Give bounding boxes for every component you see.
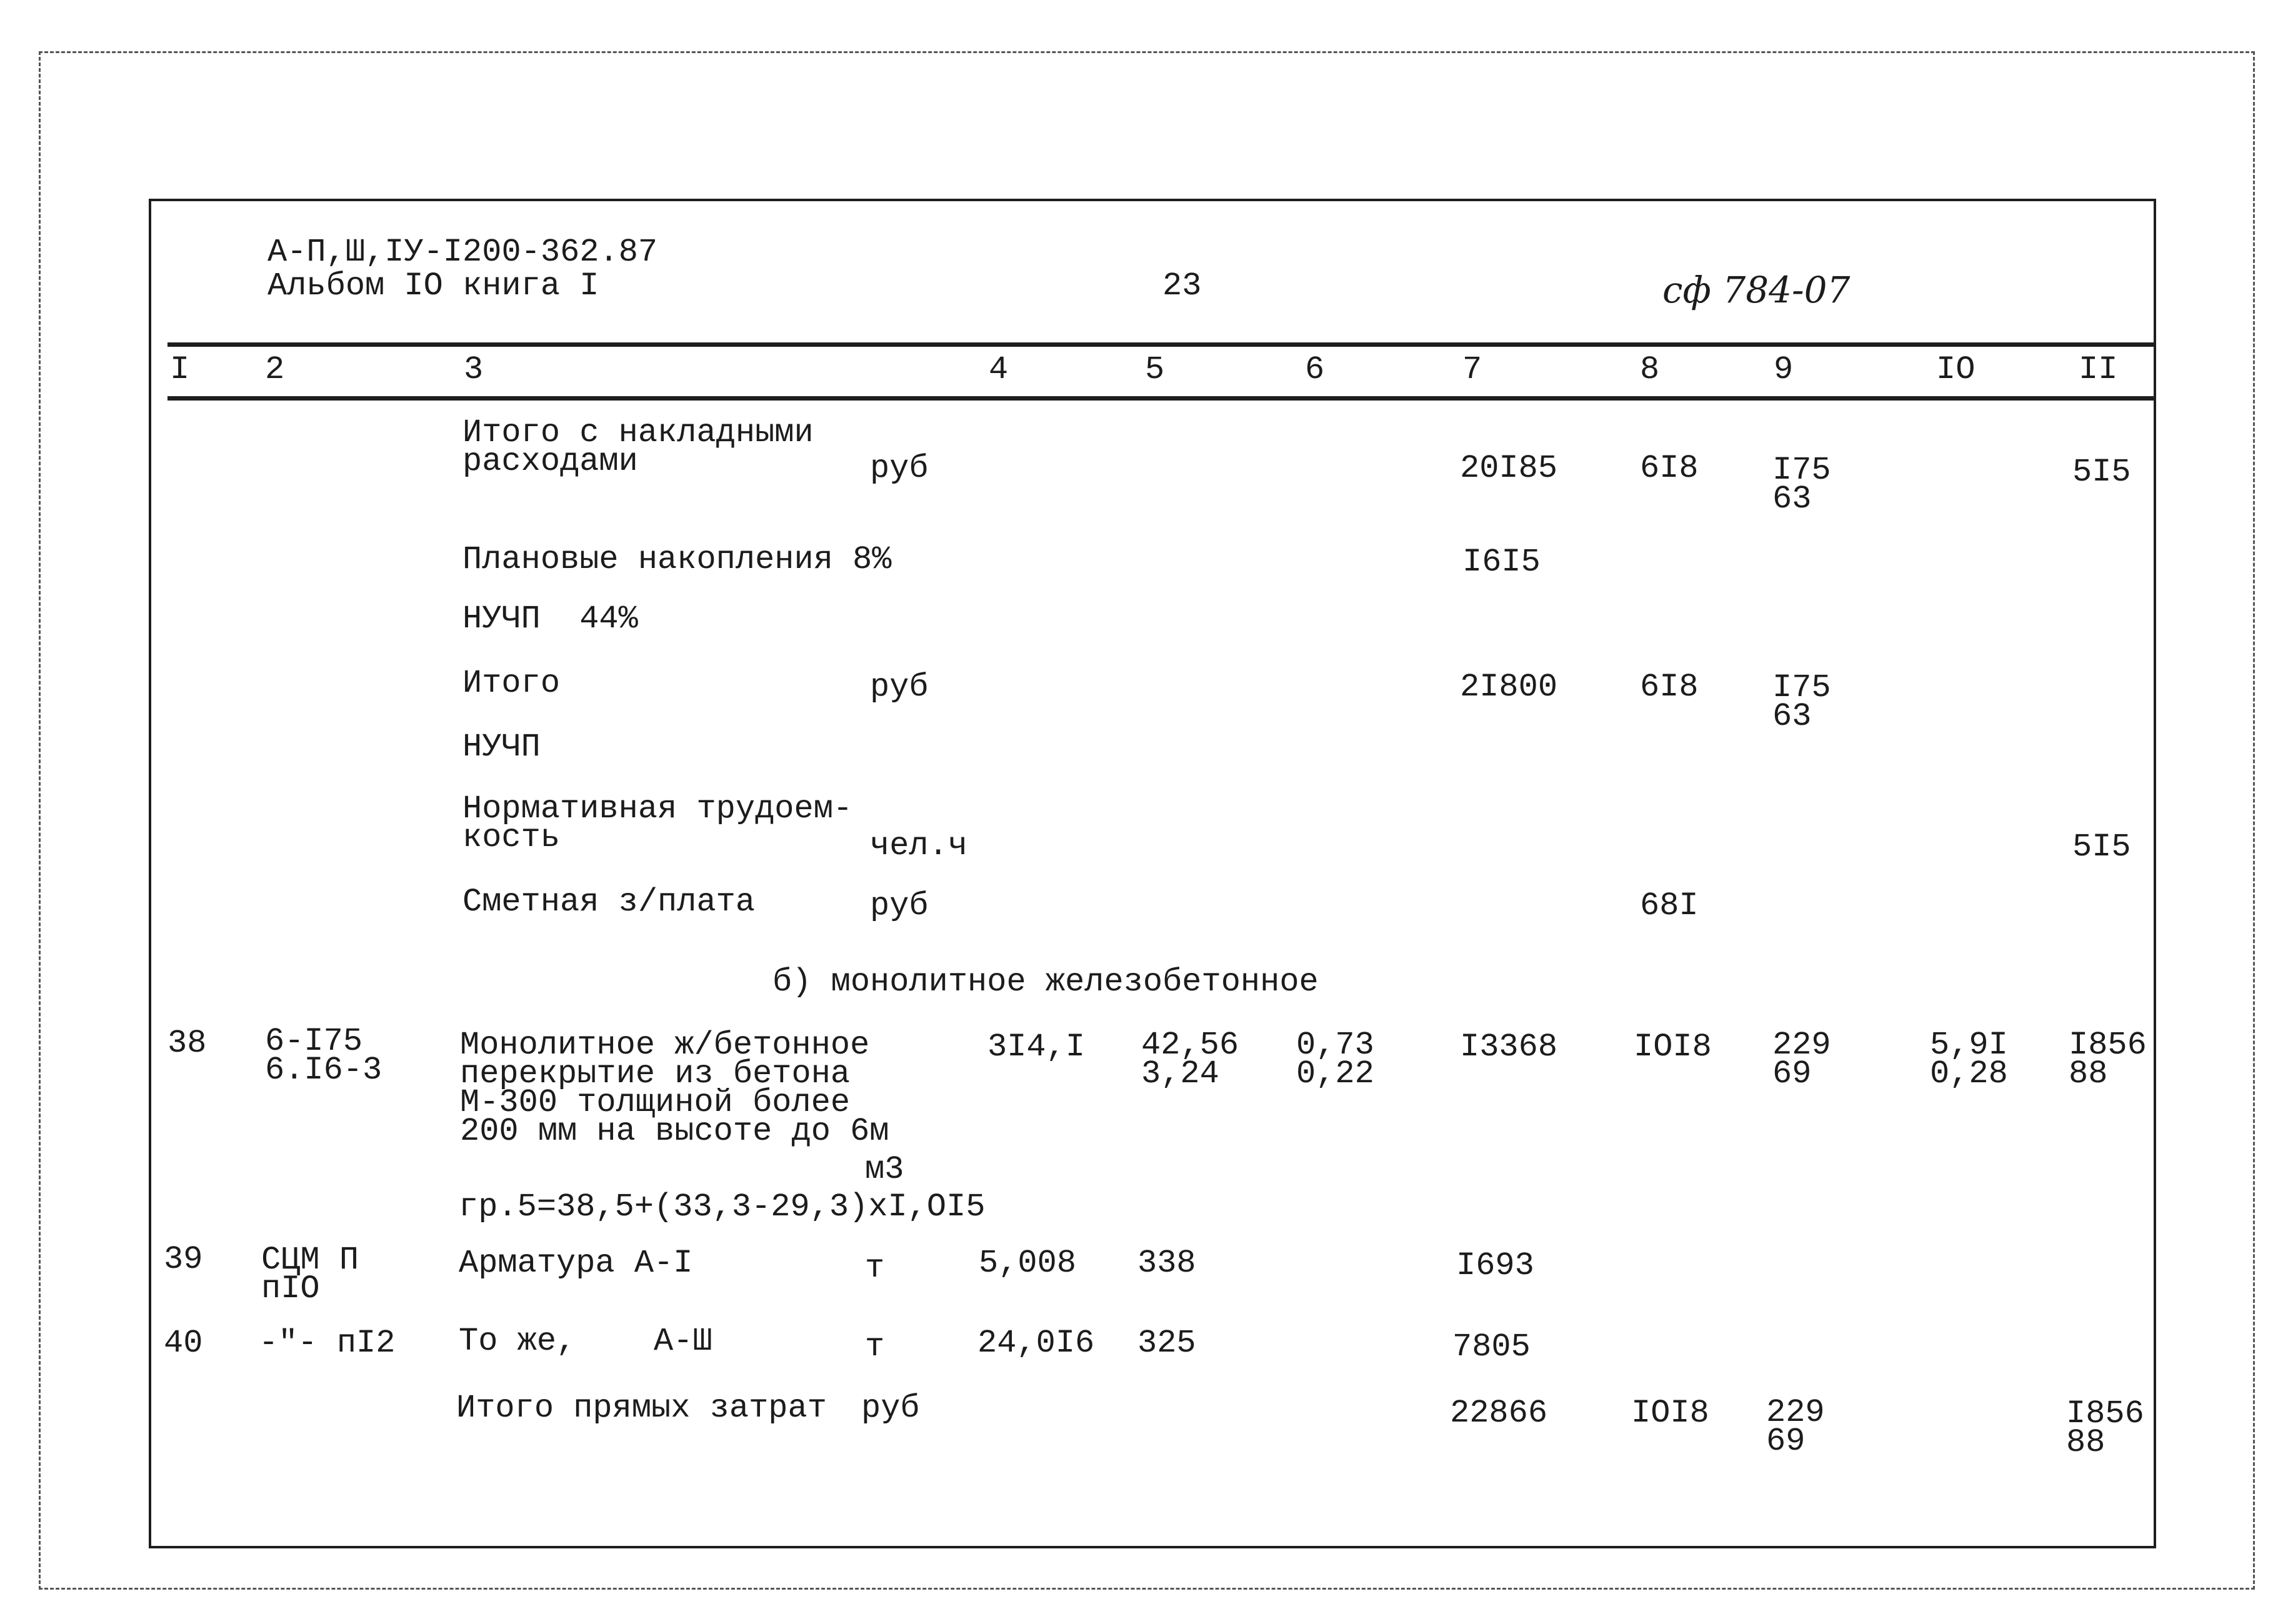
row-40-code: -"- пI2 — [259, 1325, 396, 1362]
column-header-9: 9 — [1774, 351, 1794, 388]
column-header-4: 4 — [989, 351, 1009, 388]
row-39-col5: 338 — [1137, 1245, 1196, 1282]
row-40-name: То же, А-Ш — [459, 1323, 712, 1360]
row-38-code: 6-I75 6.I6-3 — [265, 1023, 382, 1088]
row-planned-savings-name: Плановые накопления 8% — [462, 541, 892, 578]
row-direct-costs-col7: 22866 — [1450, 1395, 1548, 1432]
row-direct-costs-col9: 229 69 — [1766, 1394, 1825, 1460]
row-total-name: Итого — [462, 665, 561, 702]
page-number: 23 — [1162, 267, 1202, 304]
row-38-col11: I856 88 — [2069, 1027, 2147, 1092]
row-38-col8: IOI8 — [1634, 1029, 1712, 1065]
row-total-col9: I75 63 — [1772, 669, 1831, 735]
row-nuchp-percent: НУЧП 44% — [462, 600, 638, 637]
row-direct-costs-name: Итого прямых затрат — [456, 1390, 827, 1427]
header-rule-bottom — [167, 396, 2156, 401]
row-estimated-wages-col8: 68I — [1640, 887, 1699, 924]
row-40-col7: 7805 — [1452, 1328, 1531, 1365]
row-overhead-col11: 5I5 — [2072, 454, 2131, 491]
row-estimated-wages-unit: руб — [870, 887, 929, 924]
column-header-5: 5 — [1145, 351, 1165, 388]
row-38-col10: 5,9I 0,28 — [1930, 1027, 2008, 1092]
album-line: Альбом IO книга I — [267, 267, 599, 304]
column-header-1: I — [170, 351, 190, 388]
row-overhead-unit: руб — [870, 450, 929, 487]
column-header-11: II — [2079, 351, 2118, 388]
row-direct-costs-col11: I856 88 — [2066, 1395, 2144, 1461]
column-header-2: 2 — [265, 351, 285, 388]
row-planned-savings-col7: I6I5 — [1462, 544, 1541, 580]
row-overhead-col9: I75 63 — [1772, 452, 1831, 517]
row-40-col4: 24,0I6 — [977, 1325, 1095, 1362]
row-38-col6: 0,73 0,22 — [1296, 1027, 1374, 1092]
section-title: б) монолитное железобетонное — [772, 964, 1319, 1000]
column-header-7: 7 — [1462, 351, 1482, 388]
header-rule-top — [167, 342, 2156, 347]
row-labor-intensity-col11: 5I5 — [2072, 829, 2131, 865]
row-nuchp: НУЧП — [462, 729, 541, 765]
row-39-col4: 5,008 — [979, 1245, 1077, 1282]
row-40-number: 40 — [164, 1325, 203, 1362]
handwritten-reference: сф 784-07 — [1662, 269, 1851, 311]
row-39-code: СЦМ П пIO — [261, 1242, 359, 1307]
row-direct-costs-col8: IOI8 — [1631, 1395, 1709, 1432]
row-39-number: 39 — [164, 1241, 203, 1278]
row-40-unit: т — [865, 1328, 885, 1365]
row-labor-intensity-name: Нормативная трудоем- кость — [462, 790, 853, 856]
row-overhead-col8: 6I8 — [1640, 450, 1699, 487]
document-code: А-П,Ш,IУ-I200-362.87 — [267, 234, 658, 271]
row-38-formula: гр.5=38,5+(33,3-29,3)хI,OI5 — [459, 1188, 986, 1225]
row-overhead-name: Итого с накладными расходами — [462, 414, 814, 480]
column-header-6: 6 — [1305, 351, 1325, 388]
row-39-unit: т — [865, 1250, 885, 1287]
row-total-col8: 6I8 — [1640, 669, 1699, 705]
row-38-unit: м3 — [865, 1151, 904, 1188]
row-estimated-wages-name: Сметная з/плата — [462, 884, 756, 920]
column-header-10: IO — [1936, 351, 1976, 388]
column-header-8: 8 — [1640, 351, 1660, 388]
row-38-col5: 42,56 3,24 — [1141, 1027, 1239, 1092]
row-38-col7: I3368 — [1460, 1029, 1558, 1065]
row-overhead-col7: 20I85 — [1460, 450, 1558, 487]
row-total-unit: руб — [870, 669, 929, 705]
row-38-col4: 3I4,I — [987, 1029, 1086, 1065]
row-39-col7: I693 — [1456, 1247, 1534, 1284]
row-38-col9: 229 69 — [1772, 1027, 1831, 1092]
row-39-name: Арматура А-I — [459, 1245, 693, 1282]
row-40-col5: 325 — [1137, 1325, 1196, 1362]
row-38-name: Монолитное ж/бетонное перекрытие из бетона М-300 толщиной более 200 мм на высоте до 6м — [460, 1027, 889, 1150]
row-direct-costs-unit: руб — [861, 1390, 920, 1427]
row-total-col7: 2I800 — [1460, 669, 1558, 705]
row-38-number: 38 — [167, 1025, 207, 1062]
column-header-3: 3 — [464, 351, 484, 388]
row-labor-intensity-unit: чел.ч — [870, 827, 968, 864]
